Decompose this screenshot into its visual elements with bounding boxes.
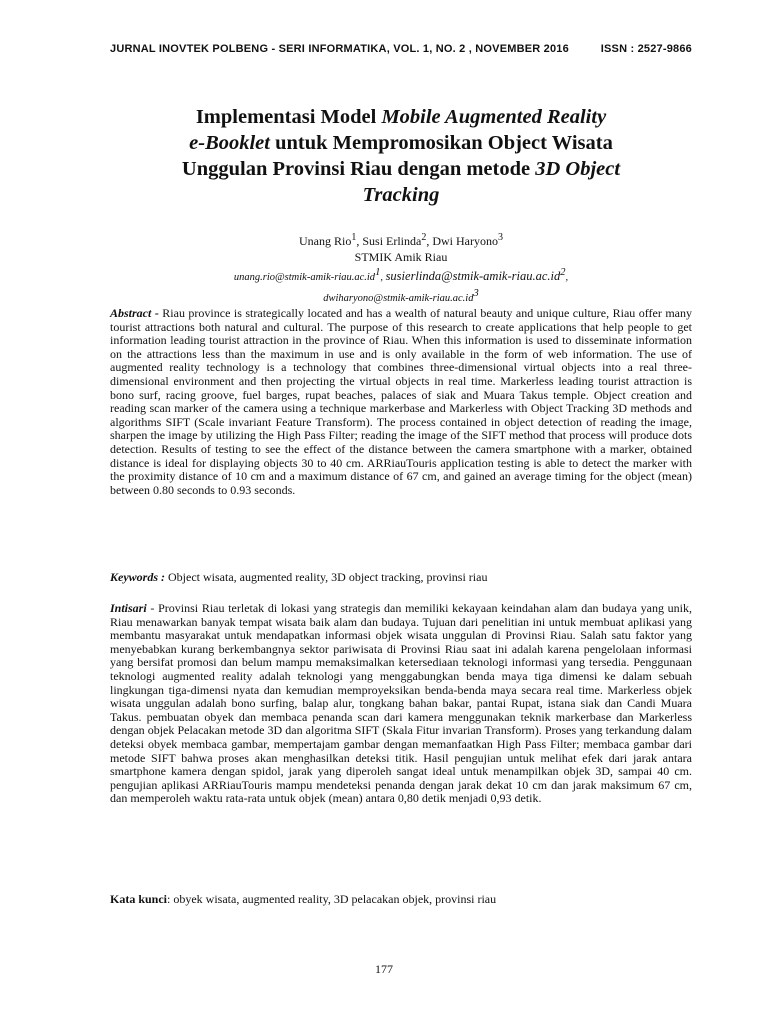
kata-kunci-text: : obyek wisata, augmented reality, 3D pelacakan objek, provinsi riau [167, 892, 497, 906]
kata-kunci-label: Kata kunci [110, 892, 168, 906]
page-number: 177 [375, 962, 393, 976]
paper-title [110, 104, 692, 208]
title-line-2: e-Booklet untuk Mempromosikan Object Wisata [189, 132, 613, 154]
abstract-text: Riau province is strategically located and has a wealth of natural beauty and unique culture, Riau offer many tourist attractions both natural and cultural. The purpose of this research to create applications that help people to get information leading tourist attraction in the province of Riau. When this information is used to disseminate information on the attractions less than the maximum in use and is only available in the form of web information. The use of augmented reality technology is a technology that combines three-dimensional virtual objects into a real three-dimensional environment and then projecting the virtual objects in real time. Markerless leading tourist attraction is bono surf, racing groove, fuel barges, rupat beaches, palaces of siak and Muara Takus temple. Object creation and reading scan marker of the camera using a technique markerbase and Markerless with Object Tracking 3D methods and algorithms SIFT (Scale invariant Feature Transform). The process contained in object detection of reading the image, sharpen the image by utilizing the High Pass Filter; reading the image of the SIFT method that process will produce dots detection. Results of testing to see the effect of the distance between the camera smartphone with a marker, obtained distance is ideal for displaying objects 30 to 40 cm. ARRiauTouris application testing is able to detect the marker with the proximity distance of 10 cm and a maximum distance of 67 cm, and gained an average timing for the object (mean) between 0.80 seconds to 0.93 seconds. [110, 306, 692, 497]
issn: ISSN : 2527-9866 [600, 43, 692, 55]
author-block [110, 230, 692, 307]
title-line-4: Tracking [362, 184, 440, 206]
intisari-text: - Provinsi Riau terletak di lokasi yang strategis dan memiliki kekayaan keindahan alam dan budaya yang unik, Riau menawarkan banyak tempat wisata baik alam dan budaya. Tujuan dari penelitian ini untuk membuat aplikasi yang membantu masyarakat untuk mendapatkan informasi objek wisata unggulan di Provinsi Riau. Salah satu faktor yang menyebabkan kurang berkembangnya sektor pariwisata di Provinsi Riau saat ini adalah karena pengelolaan informasi yang bersifat promosi dan belum mampu memaksimalkan ketersediaan teknologi informasi yang tersedia. Penggunaan teknologi augmented reality adalah teknologi yang menggabungkan benda maya tiga dimensi ke dalam sebuah lingkungan tiga-dimensi nyata dan kemudian memproyeksikan benda-benda maya secara real time. Markerless objek wisata unggulan adalah bono surfing, balap alur, tongkang bahan bakar, pantai Rupat, istana siak dan Candi Muara Takus. pembuatan obyek dan membaca penanda scan dari kamera menggunakan teknik markerbase dan Markerless dengan objek Pelacakan metode 3D dan algoritma SIFT (Skala Fitur invarian Transform). Proses yang terkandung dalam deteksi obyek membaca gambar, mempertajam gambar dengan memanfaatkan High Pass Filter; membaca gambar dari metode SIFT bahwa proses akan menghasilkan deteksi titik. Hasil pengujian untuk melihat efek dari jarak antara smartphone kamera dengan spidol, jarak yang diperoleh sangat ideal untuk menampilkan objek 3D, sampai 40 cm. pengujian aplikasi ARRiauTouris mampu mendeteksi penanda dengan jarak dekat 10 cm dan jarak maksimum 67 cm, dan memperoleh waktu rata-rata untuk objek (mean) antara 0,80 detik menjadi 0,93 detik. [110, 601, 692, 806]
abstract-paragraph [110, 307, 692, 497]
keywords-label: Keywords : [110, 570, 165, 584]
email-link[interactable]: dwiharyono@stmik-amik-riau.ac.id [323, 293, 474, 304]
journal-name: JURNAL INOVTEK POLBENG - SERI INFORMATIKA, VOL. 1, NO. 2 , NOVEMBER 2016 [110, 43, 569, 55]
author-emails-2: $dwiharyono@stmik-amik-riau.ac.id^3$ [323, 288, 479, 304]
author-emails: $unang.rio@stmik-amik-riau.ac.id^1$, $susierlinda@stmik-amik-riau.ac.id^2$, [233, 267, 569, 283]
intisari-label: Intisari [110, 601, 147, 615]
kata-kunci-paragraph [110, 893, 692, 907]
affiliation: STMIK Amik Riau [354, 250, 448, 264]
title-line-3: Unggulan Provinsi Riau dengan metode 3D Object [181, 158, 621, 180]
email-link[interactable]: unang.rio@stmik-amik-riau.ac.id [233, 272, 376, 283]
email-link[interactable]: susierlinda@stmik-amik-riau.ac.id [385, 269, 561, 283]
intisari-paragraph [110, 602, 692, 806]
keywords-text: Object wisata, augmented reality, 3D object tracking, provinsi riau [165, 570, 488, 584]
abstract-label: Abstract - [110, 306, 159, 320]
title-line-1: Implementasi Model Mobile Augmented Reality [195, 106, 607, 128]
keywords-paragraph [110, 571, 692, 585]
author-names: Unang Rio$^1$, Susi Erlinda$^2$, Dwi Haryono$^3$ [299, 232, 503, 248]
